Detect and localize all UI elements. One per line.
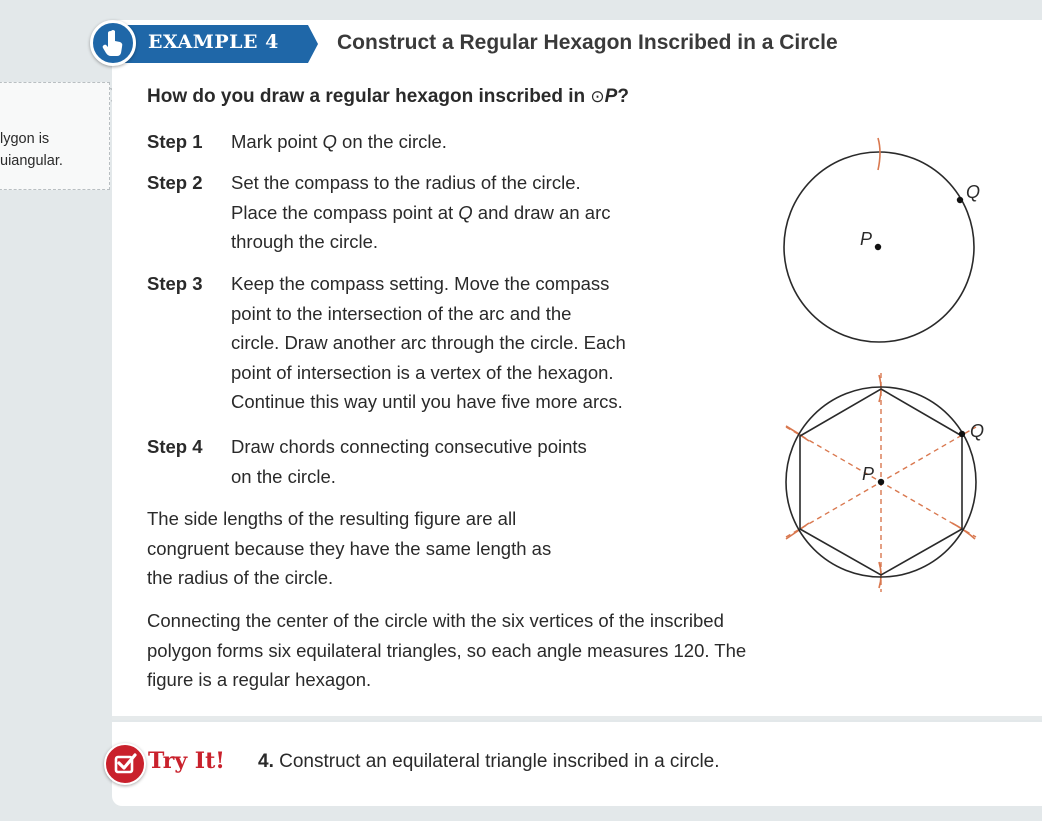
card-divider [112, 716, 1042, 720]
step-label: Step 3 [147, 273, 203, 294]
step-line: point of intersection is a vertex of the hexagon. [231, 361, 614, 383]
step-body [231, 168, 610, 257]
paragraph-line: figure is a regular hexagon. [147, 669, 372, 690]
exercise-text: Construct an equilateral triangle inscribed in a circle. [273, 751, 720, 772]
step-line: circle. Draw another arc through the circle. Each [231, 332, 626, 353]
step-label: Step 2 [147, 172, 203, 193]
question-mark: ? [617, 86, 629, 107]
point-q-label: Q [966, 182, 981, 202]
example-label: EXAMPLE 4 [148, 31, 279, 53]
callout-line: uiangular. [0, 153, 63, 169]
paragraph-line: polygon forms six equilateral triangles, so each angle measures 120. The [147, 639, 747, 661]
paragraph-line: congruent because they have the same length as [147, 537, 552, 559]
step-line: point to the intersection of the arc and the [231, 302, 572, 324]
step-body [231, 432, 587, 491]
paragraph-line: The side lengths of the resulting figure are all [147, 508, 517, 529]
example-title: Construct a Regular Hexagon Inscribed in a Circle [337, 31, 838, 54]
paragraph-line: the radius of the circle. [147, 567, 334, 588]
paragraph-line: Connecting the center of the circle with the six vertices of the inscribed [147, 610, 724, 631]
step-line: Draw chords connecting consecutive points [231, 436, 587, 457]
point-q [959, 431, 965, 437]
checkbox-check-icon [104, 743, 146, 785]
explanation-paragraph-1 [147, 504, 551, 593]
step-label: Step 4 [147, 436, 203, 457]
compass-arc-mark [878, 138, 880, 170]
step-line: Keep the compass setting. Move the compass [231, 273, 610, 294]
example-banner [112, 25, 318, 63]
point-p-label: P [862, 464, 875, 484]
figure-inscribed-hexagon [770, 360, 1010, 600]
step-line: Set the compass to the radius of the circle. [231, 172, 581, 193]
point-p-label: P [860, 229, 873, 249]
point-q-label: Q [970, 421, 985, 441]
example-question [147, 86, 629, 108]
circle-name: P [604, 86, 618, 107]
point-p [875, 244, 881, 250]
step-line: Continue this way until you have five more arcs. [231, 391, 623, 412]
callout-text [0, 128, 63, 172]
try-it-exercise[interactable] [258, 751, 720, 773]
circle-symbol: ⊙ [590, 87, 605, 106]
pointer-hand-icon [90, 20, 136, 66]
point-q [957, 197, 963, 203]
explanation-paragraph-2 [147, 606, 746, 695]
callout-line: lygon is [0, 131, 50, 147]
step-line: on the circle. [231, 465, 336, 487]
figure-circle-step2 [760, 125, 1000, 365]
exercise-number: 4. [258, 751, 274, 772]
step-line: Place the compass point at Q and draw an arc [231, 201, 611, 223]
step-body [231, 127, 447, 157]
try-it-label: Try It! [148, 748, 225, 774]
step-line: Mark point Q on the circle. [231, 131, 447, 152]
step-line: through the circle. [231, 231, 379, 252]
step-label: Step 1 [147, 131, 203, 152]
point-p [878, 479, 884, 485]
question-text: How do you draw a regular hexagon inscribed in [147, 86, 591, 107]
step-body [231, 269, 626, 417]
